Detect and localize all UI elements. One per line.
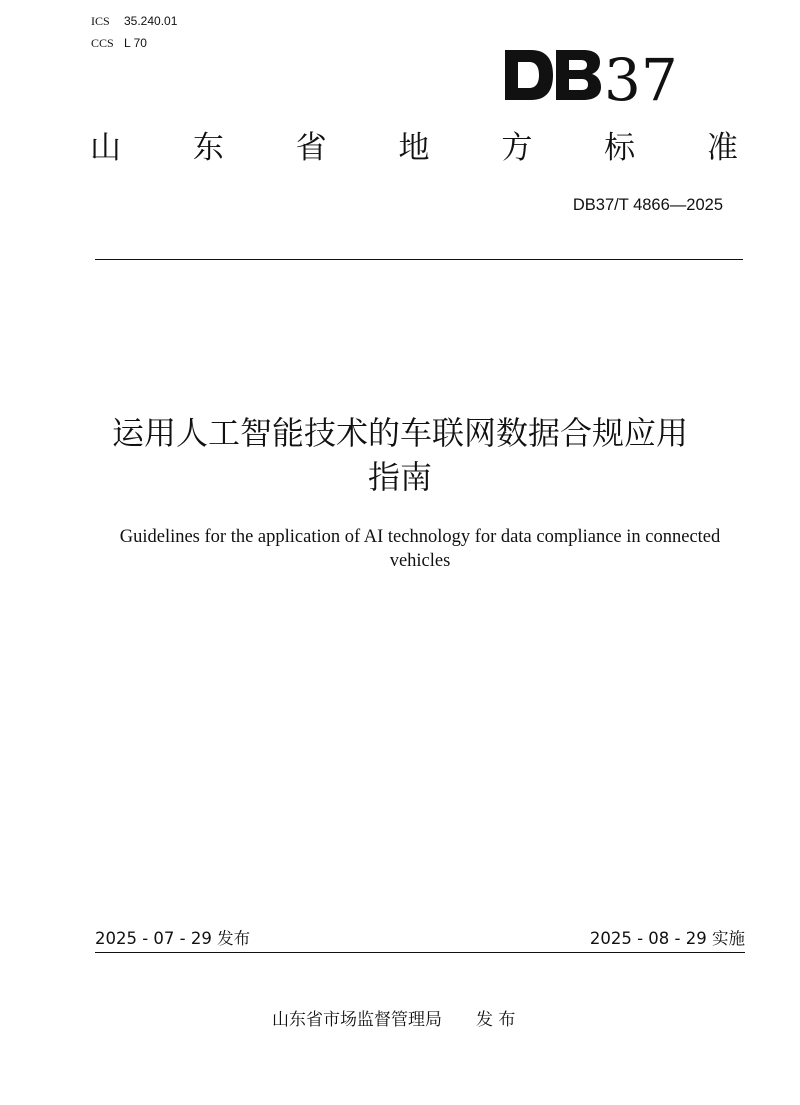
standard-type-char: 山 bbox=[90, 130, 121, 166]
ccs-label: CCS bbox=[91, 36, 114, 50]
standard-type-char: 准 bbox=[706, 130, 738, 166]
db37-logo bbox=[503, 44, 688, 106]
ccs-value: L 70 bbox=[124, 36, 147, 50]
chinese-title bbox=[60, 411, 740, 499]
standard-type-heading bbox=[90, 128, 738, 168]
standard-type-char: 地 bbox=[398, 130, 430, 166]
issuer-name: 山东省市场监督管理局 bbox=[272, 1010, 442, 1030]
standard-type-char: 东 bbox=[192, 130, 224, 166]
footer-divider bbox=[95, 952, 745, 953]
ics-label: ICS bbox=[91, 14, 110, 28]
standard-type-char: 标 bbox=[604, 130, 636, 166]
standard-type-char: 方 bbox=[501, 130, 533, 166]
svg-text:37: 37 bbox=[604, 46, 678, 106]
english-title-line: vehicles bbox=[389, 551, 451, 571]
chinese-title-line: 指南 bbox=[367, 458, 432, 496]
ics-value: 35.240.01 bbox=[124, 14, 178, 28]
issuer-action: 发 布 bbox=[476, 1010, 516, 1030]
header-divider bbox=[95, 259, 743, 260]
standard-type-char: 省 bbox=[295, 130, 327, 166]
publish-date: 2025 - 07 - 29 发布 bbox=[95, 929, 251, 948]
english-title-line: Guidelines for the application of AI technology for data compliance in connected bbox=[119, 527, 721, 547]
standard-number: DB37/T 4866—2025 bbox=[572, 196, 723, 214]
implement-date: 2025 - 08 - 29 实施 bbox=[589, 929, 745, 948]
issuing-authority bbox=[272, 1008, 515, 1032]
english-title bbox=[80, 525, 760, 573]
ccs-code bbox=[91, 36, 147, 50]
chinese-title-line: 运用人工智能技术的车联网数据合规应用 bbox=[111, 414, 688, 452]
ics-code bbox=[91, 14, 177, 28]
